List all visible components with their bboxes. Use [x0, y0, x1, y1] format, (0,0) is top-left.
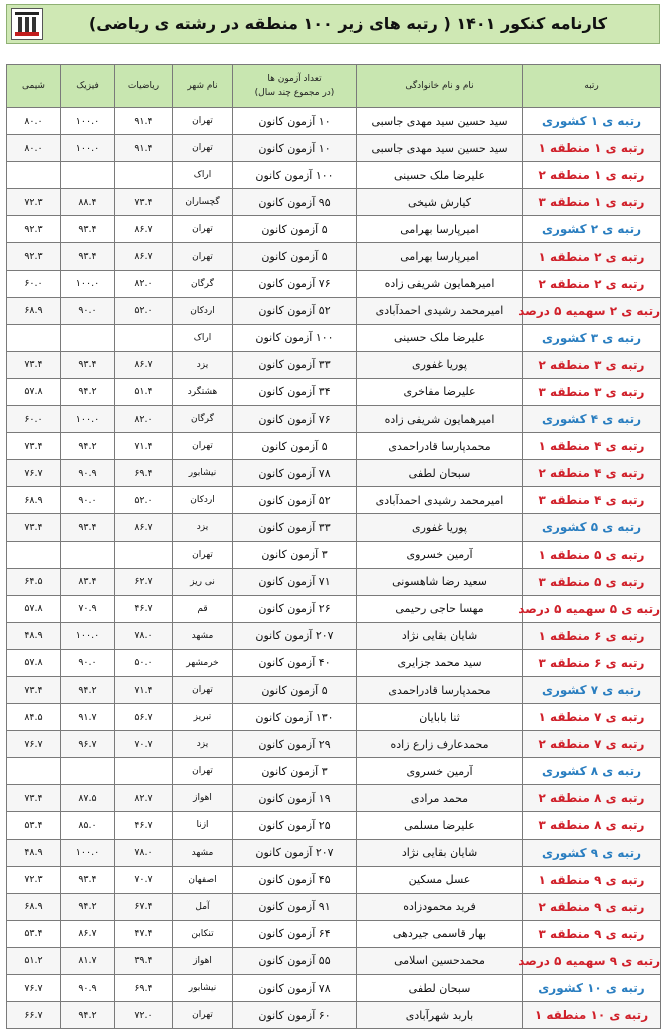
- chem-score-cell: [7, 324, 61, 351]
- city-cell: آمل: [173, 893, 233, 920]
- name-cell: امیرپارسا بهرامی: [357, 216, 523, 243]
- exams-cell: ۹۵ آزمون کانون: [233, 189, 357, 216]
- chem-score-cell: ۷۳.۴: [7, 514, 61, 541]
- name-cell: محمدحسین اسلامی: [357, 947, 523, 974]
- col-header-rank: رتبه: [523, 65, 661, 108]
- city-cell: گرگان: [173, 270, 233, 297]
- name-cell: شایان بقایی نژاد: [357, 622, 523, 649]
- exams-cell: ۴۰ آزمون کانون: [233, 649, 357, 676]
- col-header-exams-title: تعداد آزمون ها: [267, 74, 322, 84]
- table-row: [7, 866, 661, 893]
- chem-score-cell: [7, 162, 61, 189]
- city-cell: تهران: [173, 1002, 233, 1029]
- chem-score-cell: ۷۳.۴: [7, 351, 61, 378]
- publisher-logo: [11, 8, 43, 40]
- table-row: [7, 893, 661, 920]
- city-cell: مشهد: [173, 622, 233, 649]
- city-cell: اهواز: [173, 947, 233, 974]
- exams-cell: ۴۵ آزمون کانون: [233, 866, 357, 893]
- table-row: [7, 920, 661, 947]
- city-cell: گچساران: [173, 189, 233, 216]
- chem-score-cell: ۵۷.۸: [7, 649, 61, 676]
- table-row: [7, 731, 661, 758]
- physics-score-cell: ۹۳.۴: [61, 351, 115, 378]
- table-row: [7, 595, 661, 622]
- rank-cell: رتبه ی ۴ منطقه ۱: [523, 433, 661, 460]
- rank-cell: رتبه ی ۴ کشوری: [523, 406, 661, 433]
- rank-cell: رتبه ی ۲ کشوری: [523, 216, 661, 243]
- city-cell: گرگان: [173, 406, 233, 433]
- exams-cell: ۷۶ آزمون کانون: [233, 270, 357, 297]
- chem-score-cell: ۵۱.۲: [7, 947, 61, 974]
- chem-score-cell: ۶۰.۰: [7, 270, 61, 297]
- rank-cell: رتبه ی ۳ منطقه ۲: [523, 351, 661, 378]
- rank-cell: رتبه ی ۱۰ منطقه ۱: [523, 1002, 661, 1029]
- name-cell: آرمین خسروی: [357, 541, 523, 568]
- chem-score-cell: [7, 541, 61, 568]
- chem-score-cell: ۹۲.۳: [7, 216, 61, 243]
- rank-cell: رتبه ی ۹ سهمیه ۵ درصد: [523, 947, 661, 974]
- physics-score-cell: ۹۴.۲: [61, 378, 115, 405]
- physics-score-cell: ۱۰۰.۰: [61, 135, 115, 162]
- page-title: کارنامه کنکور ۱۴۰۱ ( رتبه های زیر ۱۰۰ منطقه در رشته ی ریاضی): [88, 14, 608, 33]
- name-cell: پوریا غفوری: [357, 351, 523, 378]
- physics-score-cell: ۱۰۰.۰: [61, 108, 115, 135]
- math-score-cell: ۷۱.۴: [115, 433, 173, 460]
- city-cell: نی ریز: [173, 568, 233, 595]
- city-cell: اردکان: [173, 297, 233, 324]
- physics-score-cell: ۸۵.۰: [61, 812, 115, 839]
- table-row: [7, 460, 661, 487]
- rank-cell: رتبه ی ۱ منطقه ۱: [523, 135, 661, 162]
- col-header-math: ریاضیات: [115, 65, 173, 108]
- math-score-cell: ۶۷.۴: [115, 893, 173, 920]
- table-row: [7, 649, 661, 676]
- chem-score-cell: ۶۸.۹: [7, 297, 61, 324]
- math-score-cell: ۷۰.۷: [115, 866, 173, 893]
- city-cell: ازنا: [173, 812, 233, 839]
- name-cell: امیرهمایون شریفی زاده: [357, 270, 523, 297]
- city-cell: تهران: [173, 216, 233, 243]
- col-header-chem: شیمی: [7, 65, 61, 108]
- exams-cell: ۹۱ آزمون کانون: [233, 893, 357, 920]
- exams-cell: ۱۰۰ آزمون کانون: [233, 324, 357, 351]
- math-score-cell: ۸۲.۰: [115, 270, 173, 297]
- header-row: [7, 65, 661, 108]
- exams-cell: ۶۰ آزمون کانون: [233, 1002, 357, 1029]
- exams-cell: ۶۴ آزمون کانون: [233, 920, 357, 947]
- rank-cell: رتبه ی ۹ منطقه ۲: [523, 893, 661, 920]
- city-cell: نیشابور: [173, 460, 233, 487]
- city-cell: تنکابن: [173, 920, 233, 947]
- exams-cell: ۲۵ آزمون کانون: [233, 812, 357, 839]
- exams-cell: ۷۱ آزمون کانون: [233, 568, 357, 595]
- name-cell: کیارش شیخی: [357, 189, 523, 216]
- physics-score-cell: ۹۳.۴: [61, 866, 115, 893]
- exams-cell: ۲۶ آزمون کانون: [233, 595, 357, 622]
- physics-score-cell: ۹۴.۲: [61, 433, 115, 460]
- math-score-cell: ۶۹.۴: [115, 460, 173, 487]
- name-cell: سید محمد جزایری: [357, 649, 523, 676]
- exams-cell: ۳ آزمون کانون: [233, 758, 357, 785]
- col-header-physics: فیزیک: [61, 65, 115, 108]
- physics-score-cell: ۱۰۰.۰: [61, 270, 115, 297]
- chem-score-cell: ۸۰.۰: [7, 135, 61, 162]
- physics-score-cell: ۱۰۰.۰: [61, 406, 115, 433]
- physics-score-cell: ۸۱.۷: [61, 947, 115, 974]
- city-cell: تهران: [173, 758, 233, 785]
- city-cell: تهران: [173, 135, 233, 162]
- chem-score-cell: ۵۷.۸: [7, 378, 61, 405]
- results-table: [6, 64, 661, 1029]
- rank-cell: رتبه ی ۲ منطقه ۱: [523, 243, 661, 270]
- city-cell: اراک: [173, 324, 233, 351]
- name-cell: علیرضا ملک حسینی: [357, 162, 523, 189]
- city-cell: قم: [173, 595, 233, 622]
- name-cell: امیرمحمد رشیدی احمدآبادی: [357, 297, 523, 324]
- physics-score-cell: ۹۰.۹: [61, 975, 115, 1002]
- math-score-cell: ۷۱.۴: [115, 676, 173, 703]
- chem-score-cell: ۶۶.۷: [7, 1002, 61, 1029]
- city-cell: تبریز: [173, 704, 233, 731]
- name-cell: آرمین خسروی: [357, 758, 523, 785]
- name-cell: امیرپارسا بهرامی: [357, 243, 523, 270]
- chem-score-cell: ۵۷.۸: [7, 595, 61, 622]
- math-score-cell: [115, 324, 173, 351]
- table-row: [7, 676, 661, 703]
- table-row: [7, 758, 661, 785]
- table-row: [7, 162, 661, 189]
- physics-score-cell: ۹۰.۰: [61, 297, 115, 324]
- city-cell: نیشابور: [173, 975, 233, 1002]
- rank-cell: رتبه ی ۷ کشوری: [523, 676, 661, 703]
- chem-score-cell: ۷۶.۷: [7, 731, 61, 758]
- table-row: [7, 270, 661, 297]
- city-cell: یزد: [173, 731, 233, 758]
- city-cell: تهران: [173, 676, 233, 703]
- table-row: [7, 785, 661, 812]
- exams-cell: ۳۴ آزمون کانون: [233, 378, 357, 405]
- rank-cell: رتبه ی ۹ منطقه ۱: [523, 866, 661, 893]
- city-cell: اراک: [173, 162, 233, 189]
- exams-cell: ۳ آزمون کانون: [233, 541, 357, 568]
- chem-score-cell: ۷۶.۷: [7, 975, 61, 1002]
- city-cell: تهران: [173, 243, 233, 270]
- name-cell: سید حسین سید مهدی جاسبی: [357, 108, 523, 135]
- table-row: [7, 243, 661, 270]
- name-cell: پوریا غفوری: [357, 514, 523, 541]
- physics-score-cell: [61, 541, 115, 568]
- exams-cell: ۷۶ آزمون کانون: [233, 406, 357, 433]
- exams-cell: ۲۰۷ آزمون کانون: [233, 839, 357, 866]
- math-score-cell: [115, 541, 173, 568]
- chem-score-cell: ۸۰.۰: [7, 108, 61, 135]
- exams-cell: ۵ آزمون کانون: [233, 216, 357, 243]
- physics-score-cell: ۹۱.۷: [61, 704, 115, 731]
- physics-score-cell: ۹۳.۴: [61, 514, 115, 541]
- city-cell: یزد: [173, 514, 233, 541]
- math-score-cell: ۵۱.۴: [115, 378, 173, 405]
- name-cell: محمد مرادی: [357, 785, 523, 812]
- city-cell: مشهد: [173, 839, 233, 866]
- exams-cell: ۷۸ آزمون کانون: [233, 460, 357, 487]
- math-score-cell: ۷۸.۰: [115, 839, 173, 866]
- city-cell: یزد: [173, 351, 233, 378]
- rank-cell: رتبه ی ۸ منطقه ۳: [523, 812, 661, 839]
- exams-cell: ۱۹ آزمون کانون: [233, 785, 357, 812]
- table-row: [7, 541, 661, 568]
- table-row: [7, 812, 661, 839]
- name-cell: علیرضا ملک حسینی: [357, 324, 523, 351]
- math-score-cell: ۸۲.۰: [115, 406, 173, 433]
- name-cell: سید حسین سید مهدی جاسبی: [357, 135, 523, 162]
- table-row: [7, 135, 661, 162]
- rank-cell: رتبه ی ۶ منطقه ۱: [523, 622, 661, 649]
- math-score-cell: ۸۶.۷: [115, 216, 173, 243]
- exams-cell: ۷۸ آزمون کانون: [233, 975, 357, 1002]
- physics-score-cell: ۹۳.۴: [61, 216, 115, 243]
- table-row: [7, 324, 661, 351]
- rank-cell: رتبه ی ۶ منطقه ۳: [523, 649, 661, 676]
- city-cell: خرمشهر: [173, 649, 233, 676]
- table-row: [7, 433, 661, 460]
- table-row: [7, 108, 661, 135]
- math-score-cell: ۶۲.۷: [115, 568, 173, 595]
- physics-score-cell: ۹۴.۲: [61, 1002, 115, 1029]
- physics-score-cell: ۸۶.۷: [61, 920, 115, 947]
- math-score-cell: ۷۸.۰: [115, 622, 173, 649]
- city-cell: هشتگرد: [173, 378, 233, 405]
- physics-score-cell: ۹۴.۲: [61, 893, 115, 920]
- title-banner: [6, 4, 660, 44]
- name-cell: بهار قاسمی جیردهی: [357, 920, 523, 947]
- rank-cell: رتبه ی ۴ منطقه ۳: [523, 487, 661, 514]
- math-score-cell: ۵۶.۷: [115, 704, 173, 731]
- physics-score-cell: ۱۰۰.۰: [61, 622, 115, 649]
- exams-cell: ۱۰ آزمون کانون: [233, 135, 357, 162]
- exams-cell: ۳۳ آزمون کانون: [233, 514, 357, 541]
- exams-cell: ۲۰۷ آزمون کانون: [233, 622, 357, 649]
- math-score-cell: ۹۱.۴: [115, 135, 173, 162]
- chem-score-cell: ۴۸.۹: [7, 839, 61, 866]
- physics-score-cell: ۹۰.۹: [61, 460, 115, 487]
- physics-score-cell: [61, 758, 115, 785]
- exams-cell: ۵۲ آزمون کانون: [233, 487, 357, 514]
- physics-score-cell: ۹۰.۰: [61, 649, 115, 676]
- col-header-exams: [233, 65, 357, 108]
- physics-score-cell: ۹۶.۷: [61, 731, 115, 758]
- name-cell: محمدپارسا قادراحمدی: [357, 676, 523, 703]
- math-score-cell: ۸۶.۷: [115, 243, 173, 270]
- physics-score-cell: ۱۰۰.۰: [61, 839, 115, 866]
- physics-score-cell: [61, 324, 115, 351]
- chem-score-cell: ۷۳.۴: [7, 433, 61, 460]
- name-cell: محمدپارسا قادراحمدی: [357, 433, 523, 460]
- name-cell: فرید محمودزاده: [357, 893, 523, 920]
- math-score-cell: ۴۶.۷: [115, 812, 173, 839]
- chem-score-cell: ۷۶.۷: [7, 460, 61, 487]
- physics-score-cell: ۸۷.۵: [61, 785, 115, 812]
- rank-cell: رتبه ی ۸ کشوری: [523, 758, 661, 785]
- math-score-cell: ۳۹.۴: [115, 947, 173, 974]
- rank-cell: رتبه ی ۲ منطقه ۲: [523, 270, 661, 297]
- name-cell: سبحان لطفی: [357, 460, 523, 487]
- city-cell: تهران: [173, 108, 233, 135]
- table-row: [7, 216, 661, 243]
- rank-cell: رتبه ی ۴ منطقه ۲: [523, 460, 661, 487]
- table-row: [7, 947, 661, 974]
- city-cell: اهواز: [173, 785, 233, 812]
- chem-score-cell: ۶۸.۹: [7, 893, 61, 920]
- table-row: [7, 406, 661, 433]
- exams-cell: ۵۲ آزمون کانون: [233, 297, 357, 324]
- rank-cell: رتبه ی ۱ کشوری: [523, 108, 661, 135]
- math-score-cell: ۵۲.۰: [115, 487, 173, 514]
- table-row: [7, 351, 661, 378]
- table-row: [7, 622, 661, 649]
- math-score-cell: ۷۳.۴: [115, 189, 173, 216]
- chem-score-cell: ۶۰.۰: [7, 406, 61, 433]
- rank-cell: رتبه ی ۵ سهمیه ۵ درصد: [523, 595, 661, 622]
- rank-cell: رتبه ی ۷ منطقه ۲: [523, 731, 661, 758]
- exams-cell: ۱۳۰ آزمون کانون: [233, 704, 357, 731]
- math-score-cell: ۷۰.۷: [115, 731, 173, 758]
- rank-cell: رتبه ی ۳ کشوری: [523, 324, 661, 351]
- name-cell: سعید رضا شاهسونی: [357, 568, 523, 595]
- table-row: [7, 704, 661, 731]
- math-score-cell: ۹۱.۴: [115, 108, 173, 135]
- physics-score-cell: ۹۴.۲: [61, 676, 115, 703]
- math-score-cell: [115, 162, 173, 189]
- city-cell: اردکان: [173, 487, 233, 514]
- exams-cell: ۳۳ آزمون کانون: [233, 351, 357, 378]
- chem-score-cell: ۶۴.۵: [7, 568, 61, 595]
- table-row: [7, 487, 661, 514]
- rank-cell: رتبه ی ۵ منطقه ۱: [523, 541, 661, 568]
- exams-cell: ۵ آزمون کانون: [233, 243, 357, 270]
- rank-cell: رتبه ی ۱ منطقه ۲: [523, 162, 661, 189]
- chem-score-cell: ۶۸.۹: [7, 487, 61, 514]
- table-row: [7, 378, 661, 405]
- physics-score-cell: ۸۳.۴: [61, 568, 115, 595]
- table-row: [7, 297, 661, 324]
- name-cell: مهسا حاجی رحیمی: [357, 595, 523, 622]
- name-cell: امیرمحمد رشیدی احمدآبادی: [357, 487, 523, 514]
- rank-cell: رتبه ی ۹ کشوری: [523, 839, 661, 866]
- chem-score-cell: ۷۳.۴: [7, 676, 61, 703]
- exams-cell: ۱۰۰ آزمون کانون: [233, 162, 357, 189]
- name-cell: ثنا بابایان: [357, 704, 523, 731]
- chem-score-cell: ۷۲.۳: [7, 189, 61, 216]
- math-score-cell: ۷۲.۰: [115, 1002, 173, 1029]
- exams-cell: ۵ آزمون کانون: [233, 676, 357, 703]
- chem-score-cell: [7, 758, 61, 785]
- math-score-cell: ۸۲.۷: [115, 785, 173, 812]
- rank-cell: رتبه ی ۵ کشوری: [523, 514, 661, 541]
- name-cell: امیرهمایون شریفی زاده: [357, 406, 523, 433]
- city-cell: اصفهان: [173, 866, 233, 893]
- name-cell: محمدعارف زارع زاده: [357, 731, 523, 758]
- physics-score-cell: ۷۰.۹: [61, 595, 115, 622]
- rank-cell: رتبه ی ۹ منطقه ۳: [523, 920, 661, 947]
- table-row: [7, 568, 661, 595]
- table-row: [7, 514, 661, 541]
- math-score-cell: ۴۶.۷: [115, 595, 173, 622]
- rank-cell: رتبه ی ۵ منطقه ۳: [523, 568, 661, 595]
- rank-cell: رتبه ی ۱ منطقه ۳: [523, 189, 661, 216]
- math-score-cell: [115, 758, 173, 785]
- rank-cell: رتبه ی ۱۰ کشوری: [523, 975, 661, 1002]
- name-cell: عسل مسکین: [357, 866, 523, 893]
- name-cell: علیرضا مسلمی: [357, 812, 523, 839]
- math-score-cell: ۸۶.۷: [115, 514, 173, 541]
- exams-cell: ۲۹ آزمون کانون: [233, 731, 357, 758]
- exams-cell: ۱۰ آزمون کانون: [233, 108, 357, 135]
- chem-score-cell: ۹۲.۳: [7, 243, 61, 270]
- col-header-name: نام و نام خانوادگی: [357, 65, 523, 108]
- chem-score-cell: ۷۳.۴: [7, 785, 61, 812]
- name-cell: سبحان لطفی: [357, 975, 523, 1002]
- col-header-city: نام شهر: [173, 65, 233, 108]
- physics-score-cell: ۸۸.۴: [61, 189, 115, 216]
- col-header-exams-note: (در مجموع چند سال): [254, 88, 335, 98]
- rank-cell: رتبه ی ۸ منطقه ۲: [523, 785, 661, 812]
- table-row: [7, 975, 661, 1002]
- math-score-cell: ۶۹.۴: [115, 975, 173, 1002]
- rank-cell: رتبه ی ۲ سهمیه ۵ درصد: [523, 297, 661, 324]
- table-row: [7, 1002, 661, 1029]
- chem-score-cell: ۴۸.۹: [7, 622, 61, 649]
- math-score-cell: ۴۷.۴: [115, 920, 173, 947]
- rank-cell: رتبه ی ۷ منطقه ۱: [523, 704, 661, 731]
- exams-cell: ۵ آزمون کانون: [233, 433, 357, 460]
- exams-cell: ۵۵ آزمون کانون: [233, 947, 357, 974]
- math-score-cell: ۸۶.۷: [115, 351, 173, 378]
- physics-score-cell: ۹۰.۰: [61, 487, 115, 514]
- city-cell: تهران: [173, 541, 233, 568]
- name-cell: علیرضا مفاخری: [357, 378, 523, 405]
- math-score-cell: ۵۰.۰: [115, 649, 173, 676]
- math-score-cell: ۵۲.۰: [115, 297, 173, 324]
- name-cell: شایان بقایی نژاد: [357, 839, 523, 866]
- table-body: [7, 108, 661, 1029]
- physics-score-cell: [61, 162, 115, 189]
- city-cell: تهران: [173, 433, 233, 460]
- name-cell: باربد شهرآبادی: [357, 1002, 523, 1029]
- table-row: [7, 189, 661, 216]
- physics-score-cell: ۹۳.۴: [61, 243, 115, 270]
- chem-score-cell: ۵۳.۴: [7, 812, 61, 839]
- chem-score-cell: ۷۲.۳: [7, 866, 61, 893]
- rank-cell: رتبه ی ۳ منطقه ۳: [523, 378, 661, 405]
- chem-score-cell: ۵۳.۴: [7, 920, 61, 947]
- chem-score-cell: ۸۴.۵: [7, 704, 61, 731]
- table-row: [7, 839, 661, 866]
